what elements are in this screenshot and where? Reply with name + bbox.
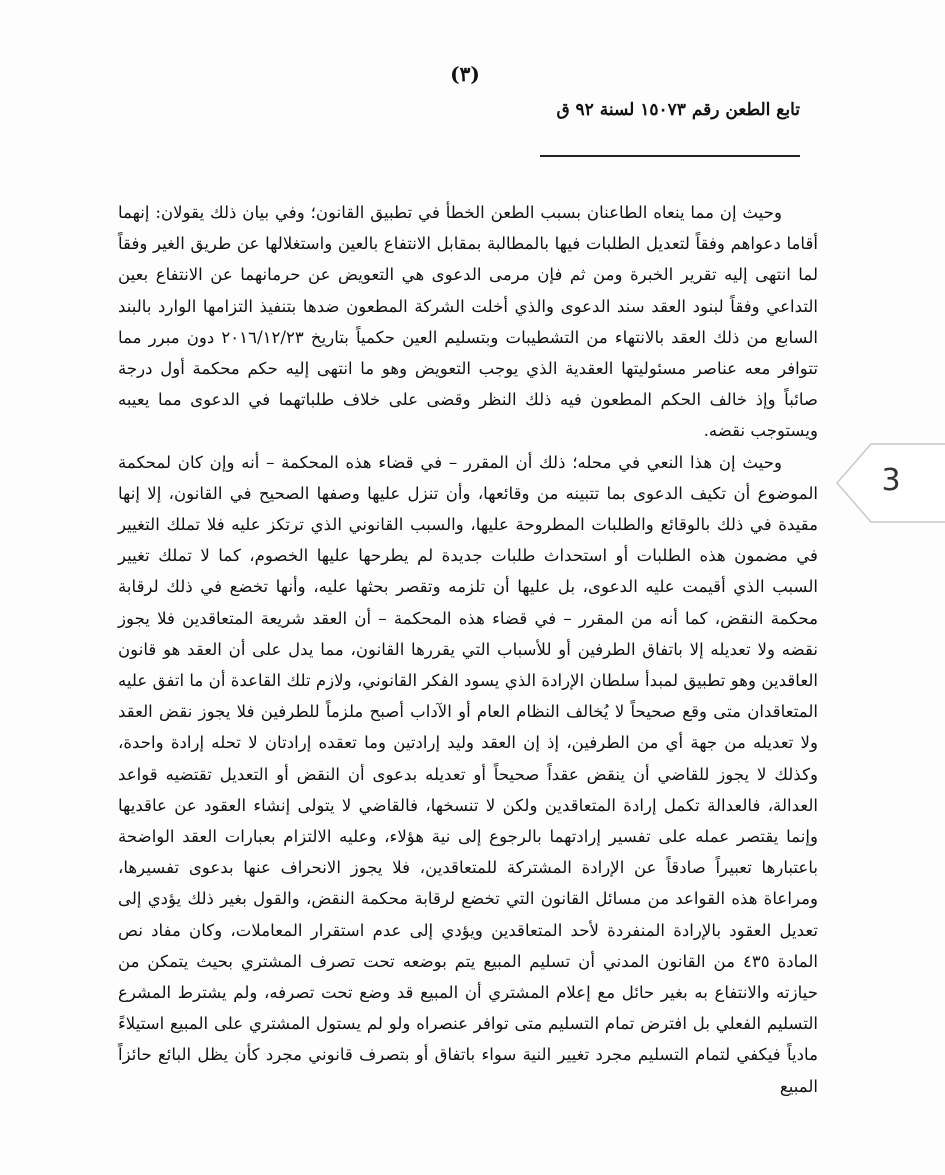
page-indicator-tab[interactable] xyxy=(835,443,945,523)
paragraph-grounds: وحيث إن مما ينعاه الطاعنان بسبب الطعن الخطأ في تطبيق القانون؛ وفي بيان ذلك يقولان: إنهما أقاما دعواهم وفقاً لتعديل الطلبات فيها بالمطالبة بمقابل الانتفاع بالعين واستغلالها عن طريق الغير وفقاً لما انتهى إليه تقرير الخبرة ومن ثم فإن مرمى الدعوى هي التعويض عن حرمانهما عن الانتفاع بعين التداعي وفقاً لبنود العقد سند الدعوى والذي أخلت الشركة المطعون ضدها بتنفيذ التزامها الوارد بالبند السابع من ذلك العقد بالانتهاء من التشطيبات وبتسليم العين حكمياً بتاريخ ٢٠١٦/١٢/٢٣ دون مبرر مما تتوافر معه عناصر مسئوليتها العقدية الذي يوجب التعويض وهو ما انتهى إليه حكم محكمة أول درجة صائباً وإذ خالف الحكم المطعون فيه ذلك النظر وقضى على خلاف طلباتهما في الدعوى مما يعيبه ويستوجب نقضه. xyxy=(118,203,819,441)
document-body xyxy=(118,197,818,1102)
case-title: تابع الطعن رقم ١٥٠٧٣ لسنة ٩٢ ق xyxy=(556,100,800,120)
title-underline xyxy=(540,155,800,157)
paragraph-ruling: وحيث إن هذا النعي في محله؛ ذلك أن المقرر – في قضاء هذه المحكمة – أنه وإن كان لمحكمة الموضوع أن تكيف الدعوى بما تتبينه من وقائعها، وأن تنزل عليها وصفها الصحيح في القانون، إلا إنها مقيدة في ذلك بالوقائع والطلبات المطروحة عليها، والسبب القانوني الذي ترتكز عليه فلا تملك التغيير في مضمون هذه الطلبات أو استحداث طلبات جديدة لم يطرحها عليها الخصوم، كما لا تملك تغيير السبب الذي أقيمت عليه الدعوى، بل عليها أن تلزمه وتقصر بحثها عليه، وأنها تخضع في ذلك لرقابة محكمة النقض، كما أنه من المقرر – في قضاء هذه المحكمة – أن العقد شريعة المتعاقدين فلا يجوز نقضه ولا تعديله إلا باتفاق الطرفين أو للأسباب التي يقررها القانون، مما يدل على أن العقد هو قانون العاقدين وهو تطبيق لمبدأ سلطان الإرادة الذي يسود الفكر القانوني، ولازم تلك القاعدة أن ما اتفق عليه المتعاقدان متى وقع صحيحاً لا يُخالف النظام العام أو الآداب أصبح ملزماً للطرفين فلا يجوز نقض العقد ولا تعديله من جهة أي من الطرفين، إذ إن العقد وليد إرادتين وما تعقده إرادتان لا تحله إرادة واحدة، وكذلك لا يجوز للقاضي أن ينقض عقداً صحيحاً أو تعديله بدعوى أن النقض أو التعديل تقتضيه قواعد العدالة، فالعدالة تكمل إرادة المتعاقدين ولكن لا تنسخها، فالقاضي لا يتولى إنشاء العقود عن عاقديها وإنما يقتصر عمله على تفسير إرادتهما بالرجوع إلى نية هؤلاء، وعليه الالتزام بعبارات العقد الواضحة باعتبارها تعبيراً صادقاً عن الإرادة المشتركة للمتعاقدين، فلا يجوز الانحراف عنها بدعوى تفسيرها، ومراعاة هذه القواعد من مسائل القانون التي تخضع لرقابة محكمة النقض، والقول بغير ذلك يؤدي إلى تعديل العقود بالإرادة المنفردة لأحد المتعاقدين ويؤدي إلى عدم استقرار المعاملات، وكان مفاد نص المادة ٤٣٥ من القانون المدني أن تسليم المبيع يتم بوضعه تحت تصرف المشتري بحيث يتمكن من حيازته والانتفاع به بغير حائل مع إعلام المشتري أن المبيع قد وضع تحت تصرفه، ولم يشترط المشرع التسليم الفعلي بل افترض تمام التسليم متى توافر عنصراه ولو لم يستول المشتري على المبيع استيلاءً مادياً فيكفي لتمام التسليم مجرد تغيير النية سواء باتفاق أو بتصرف قانوني مجرد كأن يظل البائع حائزاً المبيع xyxy=(118,452,818,1096)
page-indicator-label: 3 xyxy=(881,463,901,498)
page-number: (٣) xyxy=(450,62,480,86)
